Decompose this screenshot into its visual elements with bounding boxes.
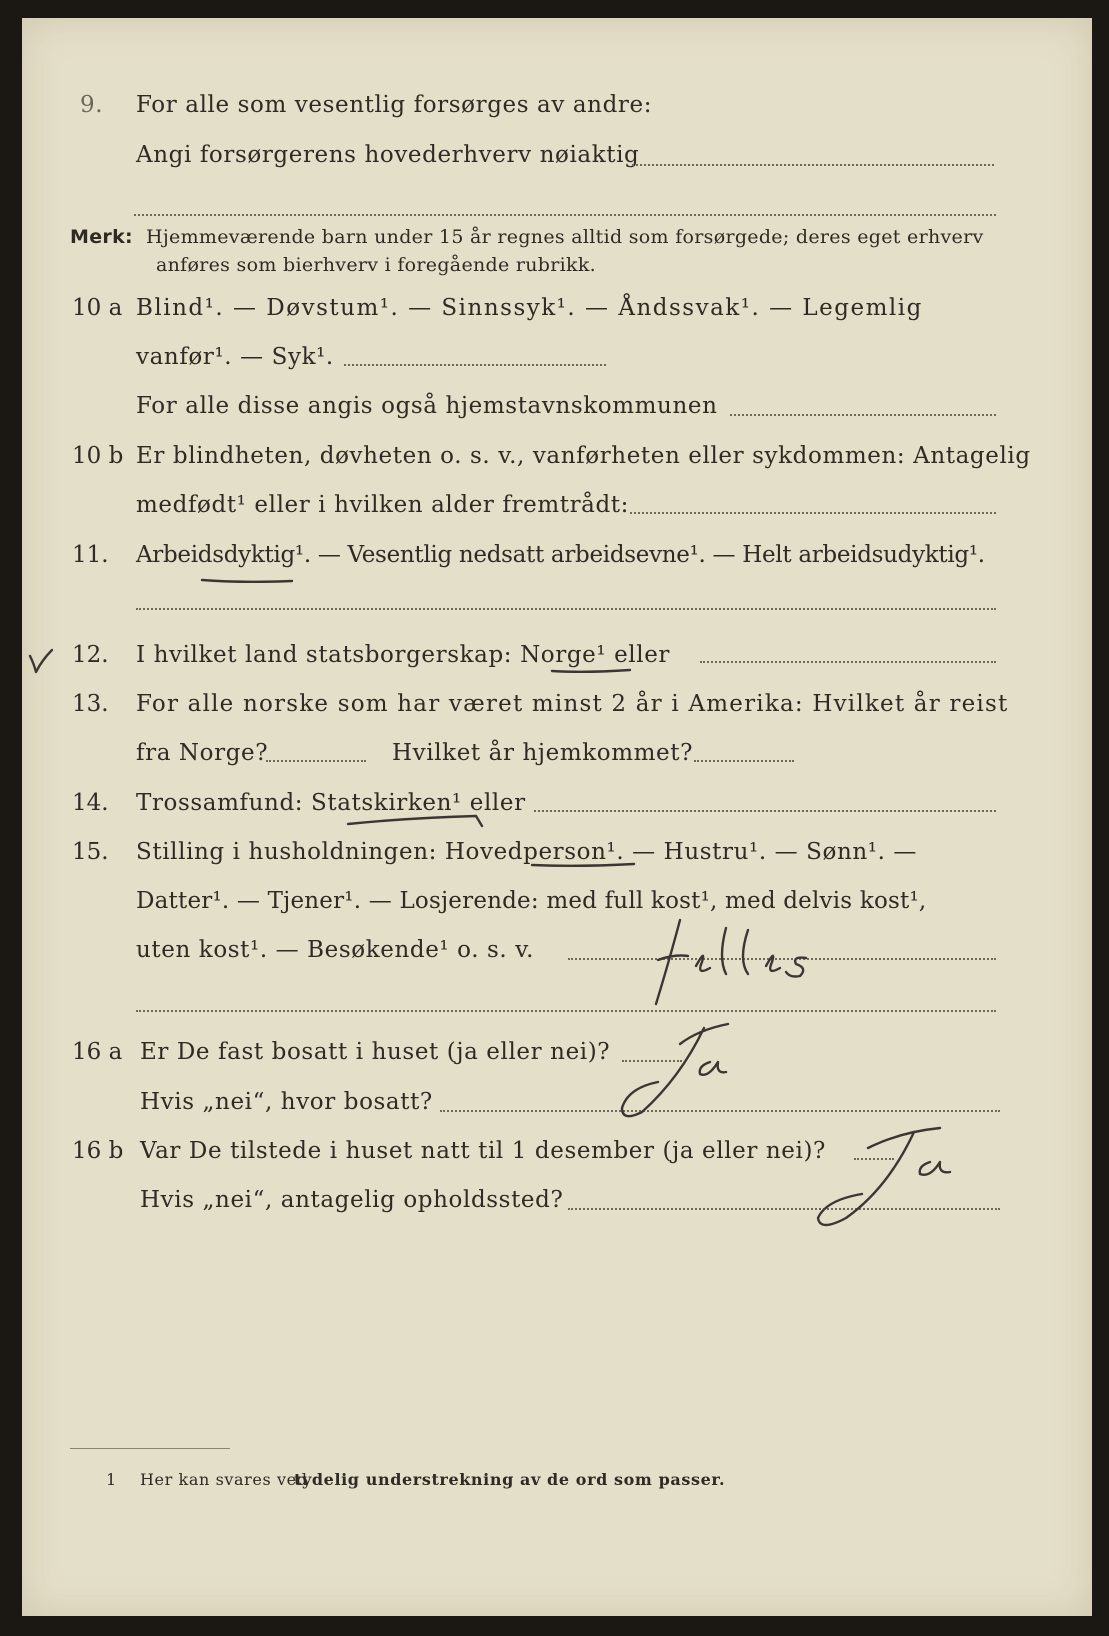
q14-line1: Trossamfund: Statskirken¹ eller — [136, 790, 526, 816]
q15-answer-line-2[interactable] — [136, 1010, 996, 1012]
q9-number: 9. — [80, 92, 104, 118]
q12-answer-line[interactable] — [700, 661, 996, 663]
q14-number: 14. — [72, 790, 109, 816]
footnote-text: Her kan svares ved — [140, 1470, 308, 1489]
merk-label: Merk: — [70, 226, 133, 248]
q13-year-left-line[interactable] — [266, 760, 366, 762]
q11-line1: Arbeidsdyktig¹. — Vesentlig nedsatt arbeidsevne¹. — Helt arbeidsudyktig¹. — [136, 542, 985, 568]
q16b-number: 16 b — [72, 1138, 124, 1164]
q10b-answer-line[interactable] — [630, 512, 996, 514]
q16b-handwritten-answer — [790, 1118, 1000, 1228]
q13-line2a: fra Norge? — [136, 740, 269, 766]
q10b-number: 10 b — [72, 443, 124, 469]
q9-answer-line[interactable] — [632, 164, 994, 166]
q10b-line1: Er blindheten, døvheten o. s. v., vanførheten eller sykdommen: Antagelig — [136, 443, 1031, 469]
q15-handwritten-answer — [640, 918, 880, 1008]
footnote-text-bold: tydelig understrekning av de ord som passer. — [294, 1470, 726, 1489]
q10a-line1: Blind¹. — Døvstum¹. — Sinnssyk¹. — Åndssvak¹. — Legemlig — [136, 295, 923, 321]
q15-line2: Datter¹. — Tjener¹. — Losjerende: med full kost¹, med delvis kost¹, — [136, 888, 927, 914]
q16a-handwritten-answer — [618, 1018, 748, 1122]
underline-statskirken — [346, 814, 496, 832]
underline-hovedperson — [530, 861, 640, 871]
underline-arbeidsdyktig — [200, 576, 300, 586]
q16a-number: 16 a — [72, 1039, 123, 1065]
underline-norge — [550, 667, 640, 677]
q9-line2: Angi forsørgerens hovederhverv nøiaktig — [136, 142, 640, 168]
q15-line1: Stilling i husholdningen: Hovedperson¹. — Hustru¹. — Sønn¹. — — [136, 839, 918, 865]
q15-line3: uten kost¹. — Besøkende¹ o. s. v. — [136, 937, 535, 963]
q13-year-returned-line[interactable] — [694, 760, 794, 762]
q9-line1: For alle som vesentlig forsørges av andre: — [136, 92, 653, 118]
q10a-answer-line[interactable] — [344, 364, 606, 366]
q14-answer-line[interactable] — [534, 810, 996, 812]
q15-number: 15. — [72, 839, 109, 865]
q13-line1: For alle norske som har været minst 2 år i Amerika: Hvilket år reist — [136, 691, 1009, 717]
q10a-line2: vanfør¹. — Syk¹. — [136, 344, 334, 370]
q9-answer-line-2[interactable] — [134, 214, 996, 216]
census-form-page — [22, 18, 1092, 1616]
q10a-number: 10 a — [72, 295, 123, 321]
q13-line2b: Hvilket år hjemkommet? — [392, 740, 694, 766]
q10a-line3: For alle disse angis også hjemstavnskommunen — [136, 393, 718, 419]
q16b-line2: Hvis „nei“, antagelig opholdssted? — [140, 1187, 564, 1213]
q11-answer-line[interactable] — [136, 608, 996, 610]
merk-line2: anføres som bierhverv i foregående rubrikk. — [156, 254, 596, 276]
q11-number: 11. — [72, 542, 109, 568]
footnote-mark: 1 — [106, 1470, 117, 1489]
q10b-line2: medfødt¹ eller i hvilken alder fremtrådt: — [136, 492, 629, 518]
footnote-rule — [70, 1448, 230, 1449]
q16a-line2: Hvis „nei“, hvor bosatt? — [140, 1089, 433, 1115]
q12-line1: I hvilket land statsborgerskap: Norge¹ eller — [136, 642, 671, 668]
q16b-line1: Var De tilstede i huset natt til 1 desember (ja eller nei)? — [140, 1138, 826, 1164]
q13-number: 13. — [72, 691, 109, 717]
merk-line1: Hjemmeværende barn under 15 år regnes alltid som forsørgede; deres eget erhverv — [146, 226, 984, 248]
q10a-answer-line-2[interactable] — [730, 414, 996, 416]
q12-number: 12. — [72, 642, 109, 668]
margin-check-mark — [26, 648, 56, 678]
q16a-line1: Er De fast bosatt i huset (ja eller nei)? — [140, 1039, 611, 1065]
